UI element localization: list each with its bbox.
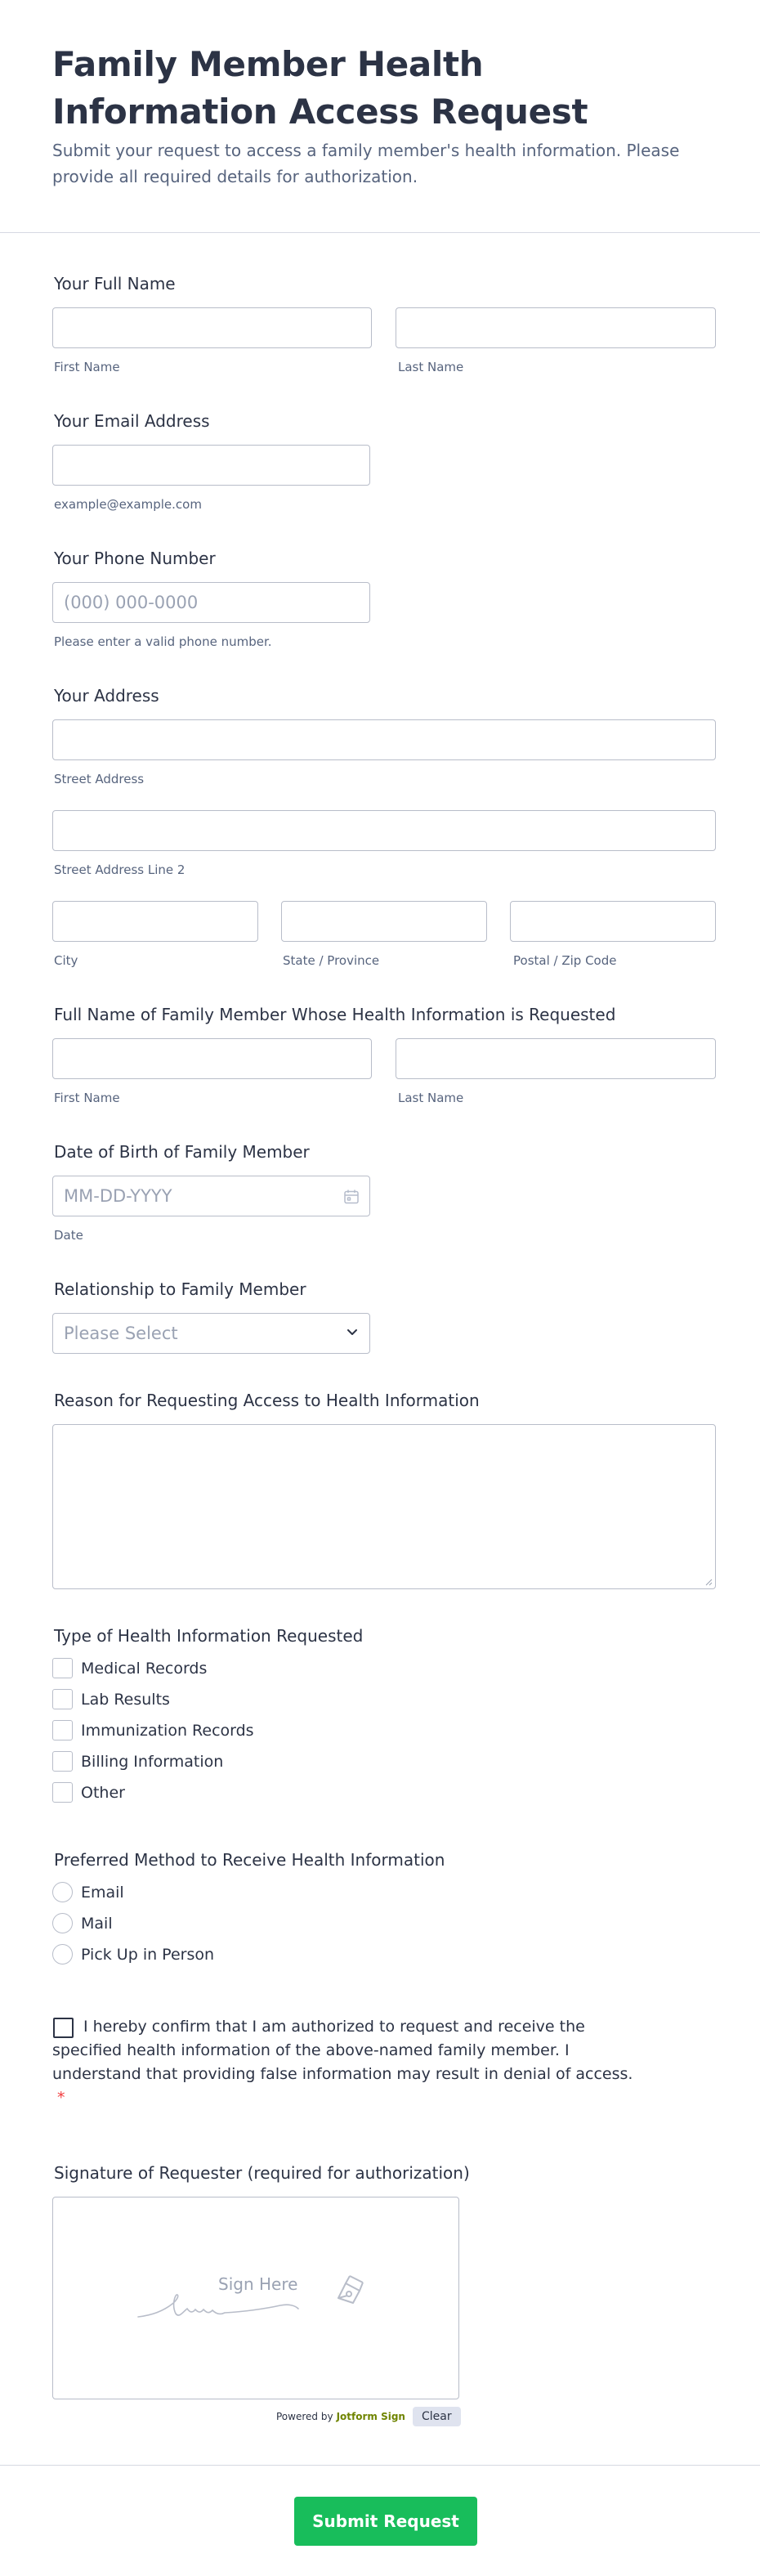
family-first-name-input[interactable] <box>52 1038 372 1079</box>
confirm-text: I hereby confirm that I am authorized to request and receive the specified health information of the above-named family member. I understand that providing false information may result in denial of access. <box>52 2018 633 2083</box>
checkbox-option-label: Medical Records <box>81 1659 208 1678</box>
calendar-icon[interactable] <box>343 1189 360 1205</box>
submit-button[interactable]: Submit Request <box>294 2497 477 2546</box>
signature-label: Signature of Requester (required for authorization) <box>54 2163 470 2183</box>
checkbox-option-label: Other <box>81 1783 125 1802</box>
dob-label: Date of Birth of Family Member <box>54 1142 310 1162</box>
family-first-name-sublabel: First Name <box>54 1091 120 1105</box>
pen-nib-icon <box>332 2274 366 2308</box>
checkbox-option[interactable] <box>52 1658 207 1678</box>
full-name-label: Your Full Name <box>54 274 176 293</box>
family-last-name-input[interactable] <box>396 1038 716 1079</box>
signature-footer <box>276 2407 461 2426</box>
state-sublabel: State / Province <box>283 953 380 968</box>
city-sublabel: City <box>54 953 78 968</box>
address-label: Your Address <box>54 686 159 706</box>
relationship-label: Relationship to Family Member <box>54 1279 306 1299</box>
state-input[interactable] <box>281 901 487 942</box>
reason-label: Reason for Requesting Access to Health Information <box>54 1391 480 1410</box>
zip-input[interactable] <box>510 901 716 942</box>
checkbox[interactable] <box>52 1658 73 1678</box>
last-name-sublabel: Last Name <box>398 360 464 374</box>
street-address-input[interactable] <box>52 719 716 760</box>
form-divider <box>0 2465 760 2466</box>
radio-option[interactable] <box>52 1913 113 1933</box>
checkbox-option[interactable] <box>52 1720 254 1740</box>
form-description: Submit your request to access a family member's health information. Please provide all required details for authorization. <box>52 141 680 186</box>
radio-button[interactable] <box>52 1913 73 1933</box>
checkbox-option[interactable] <box>52 1751 223 1772</box>
checkbox-option[interactable] <box>52 1689 170 1709</box>
relationship-select[interactable] <box>52 1313 370 1354</box>
chevron-down-icon <box>346 1328 358 1337</box>
street-address-line2-sublabel: Street Address Line 2 <box>54 862 186 877</box>
form-title: Family Member Health Information Access Request <box>52 44 588 132</box>
jotform-sign-link[interactable]: Jotform Sign <box>336 2411 405 2422</box>
phone-label: Your Phone Number <box>54 549 216 568</box>
signature-pad[interactable] <box>52 2197 459 2399</box>
radio-option-label: Pick Up in Person <box>81 1945 215 1964</box>
email-input[interactable] <box>52 445 370 486</box>
email-label: Your Email Address <box>54 411 210 431</box>
signature-placeholder: Sign Here <box>218 2274 298 2294</box>
zip-sublabel: Postal / Zip Code <box>513 953 617 968</box>
phone-sublabel: Please enter a valid phone number. <box>54 634 272 649</box>
checkbox-option-label: Billing Information <box>81 1752 224 1771</box>
radio-button[interactable] <box>52 1944 73 1964</box>
reason-textarea[interactable] <box>52 1424 716 1589</box>
form-body <box>0 233 760 2576</box>
powered-by-text: Powered by <box>276 2411 333 2422</box>
email-sublabel: example@example.com <box>54 497 202 512</box>
signature-squiggle-icon <box>136 2273 349 2322</box>
checkbox[interactable] <box>52 1782 73 1803</box>
radio-option-label: Mail <box>81 1914 113 1933</box>
radio-option[interactable] <box>52 1882 124 1902</box>
checkbox[interactable] <box>52 1720 73 1740</box>
checkbox[interactable] <box>52 1751 73 1772</box>
clear-signature-button[interactable]: Clear <box>413 2407 461 2426</box>
street-address-sublabel: Street Address <box>54 772 145 786</box>
checkbox[interactable] <box>52 1689 73 1709</box>
required-asterisk: * <box>57 2089 65 2107</box>
first-name-sublabel: First Name <box>54 360 120 374</box>
confirm-text-block <box>52 2015 641 2110</box>
checkbox-option[interactable] <box>52 1782 125 1803</box>
last-name-input[interactable] <box>396 307 716 348</box>
city-input[interactable] <box>52 901 258 942</box>
dob-sublabel: Date <box>54 1228 83 1243</box>
radio-option-label: Email <box>81 1883 124 1902</box>
checkbox-option-label: Immunization Records <box>81 1721 254 1740</box>
info-types-label: Type of Health Information Requested <box>54 1626 364 1646</box>
resize-handle-icon[interactable] <box>705 1579 713 1586</box>
street-address-line2-input[interactable] <box>52 810 716 851</box>
family-last-name-sublabel: Last Name <box>398 1091 464 1105</box>
dob-input[interactable] <box>52 1176 370 1216</box>
first-name-input[interactable] <box>52 307 372 348</box>
radio-button[interactable] <box>52 1882 73 1902</box>
method-label: Preferred Method to Receive Health Information <box>54 1850 445 1870</box>
dob-placeholder: MM-DD-YYYY <box>64 1186 172 1206</box>
phone-input[interactable]: (000) 000-0000 <box>52 582 370 623</box>
form-header <box>0 0 760 233</box>
radio-option[interactable] <box>52 1944 214 1964</box>
family-name-label: Full Name of Family Member Whose Health Information is Requested <box>54 1005 616 1024</box>
relationship-placeholder: Please Select <box>64 1324 178 1343</box>
checkbox-option-label: Lab Results <box>81 1690 170 1709</box>
